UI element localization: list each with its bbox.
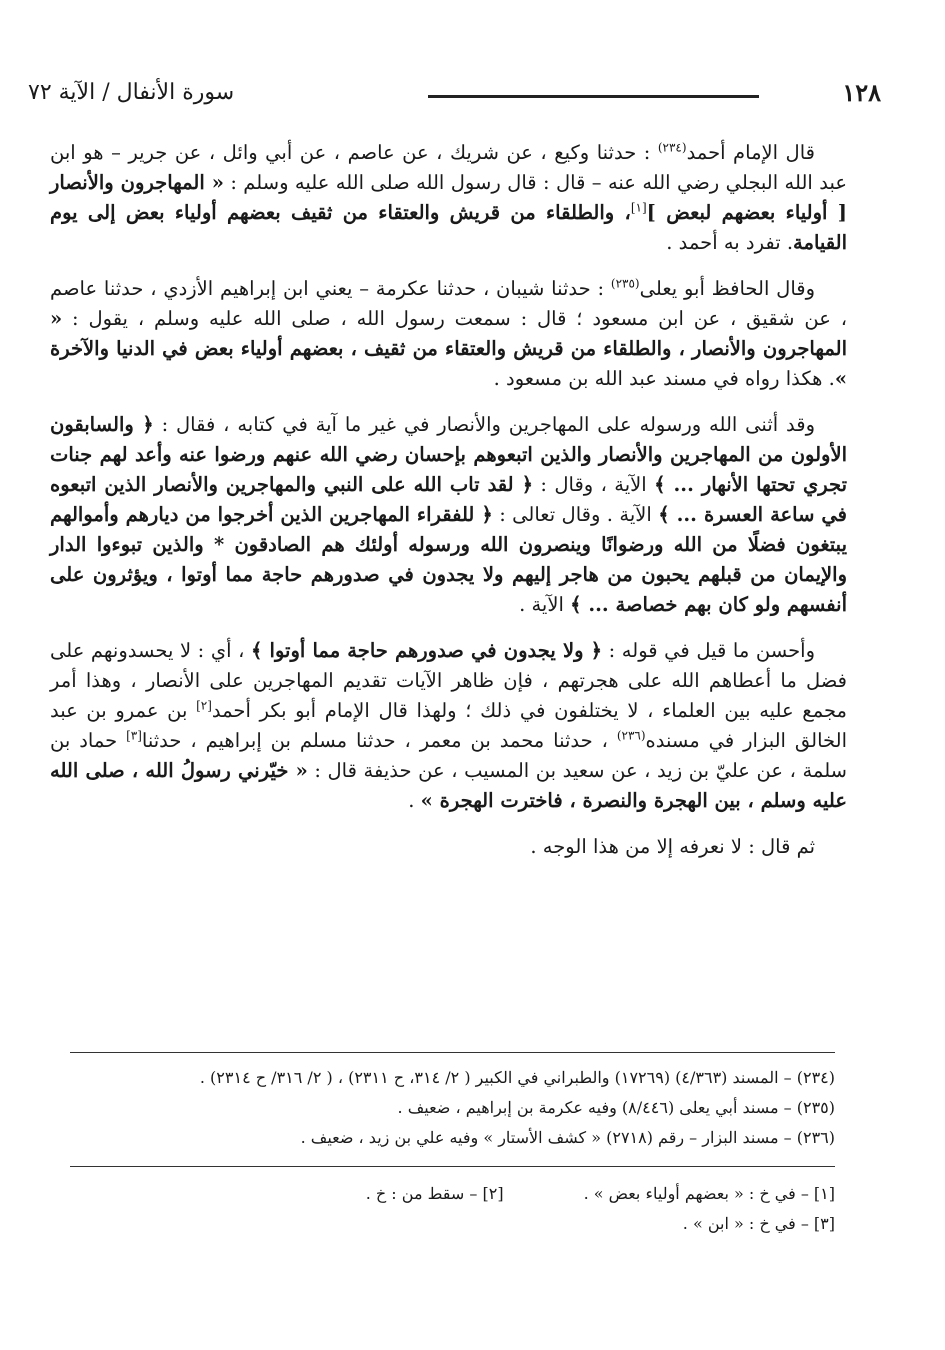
text-segment: الآية ، وقال : bbox=[533, 473, 655, 496]
header-rule bbox=[428, 95, 759, 98]
variant-note: [٢] – سقط من : خ . bbox=[365, 1184, 504, 1203]
variant-row bbox=[70, 1179, 835, 1209]
quoted-text: ﴿ والسابقون الأولون من المهاجرين والأنصار والذين اتبعوهم بإحسان رضي الله عنهم ورضوا عنه وأعد لهم جنات تجري تحتها الأنهار ... ﴾ bbox=[50, 413, 847, 496]
text-segment: الآية . bbox=[519, 593, 571, 616]
page-header bbox=[28, 78, 881, 118]
paragraph bbox=[50, 832, 847, 862]
footnote: (٢٣٥) – مسند أبي يعلى (٨/٤٤٦) وفيه عكرمة بن إبراهيم ، ضعيف . bbox=[397, 1098, 835, 1117]
footnote-ref: (٢٣٦) bbox=[616, 728, 646, 743]
text-segment: بن عمرو بن عبد الخالق البزار في مسنده bbox=[50, 699, 847, 752]
footnote-ref: [٣] bbox=[126, 728, 142, 743]
paragraph bbox=[50, 274, 847, 394]
text-segment: . bbox=[408, 789, 421, 812]
running-title: سورة الأنفال / الآية ٧٢ bbox=[28, 80, 235, 105]
paragraph bbox=[50, 636, 847, 816]
variant-row bbox=[70, 1209, 835, 1239]
quoted-text: ﴿ لقد تاب الله على النبي والمهاجرين والأنصار الذين اتبعوه في ساعة العسرة ... ﴾ bbox=[50, 473, 848, 526]
text-segment: وقد أثنى الله ورسوله على المهاجرين والأنصار في غير ما آية في كتابه ، فقال : bbox=[153, 413, 816, 436]
text-segment: . تفرد به أحمد . bbox=[666, 231, 794, 254]
quoted-text: « المهاجرون والأنصار [ أولياء بعضهم لبعض ] bbox=[50, 171, 847, 224]
text-segment: ثم قال : لا نعرفه إلا من هذا الوجه . bbox=[530, 835, 815, 858]
text-segment: حماد بن سلمة ، عن عليّ بن زيد ، عن سعيد بن المسيب ، عن حذيفة قال : bbox=[50, 729, 847, 782]
quoted-text: ، والطلقاء من قريش والعتقاء من ثقيف بعضهم أولياء بعض إلى يوم القيامة bbox=[50, 201, 847, 254]
footnote-ref: [١] bbox=[630, 200, 647, 215]
text-segment: قال الإمام أحمد bbox=[686, 141, 815, 164]
page-number: ١٢٨ bbox=[842, 78, 881, 107]
footnote: (٢٣٦) – مسند البزار – رقم (٢٧١٨) « كشف الأستار » وفيه علي بن زيد ، ضعيف . bbox=[300, 1128, 835, 1147]
footnote: (٢٣٤) – المسند (٤/٣٦٣) (١٧٢٦٩) والطبراني في الكبير ( ٢/ ٣١٤، ح ٢٣١١) ، ( ٢/ ٣١٦/ ح ٢٣١٤) . bbox=[199, 1068, 835, 1087]
quoted-text: « المهاجرون والأنصار ، والطلقاء من قريش والعتقاء من ثقيف ، بعضهم أولياء بعض في الدنيا والآخرة » bbox=[50, 307, 847, 390]
footnote-ref: [٢] bbox=[196, 698, 212, 713]
text-segment: الآية . وقال تعالى : bbox=[492, 503, 659, 526]
quoted-text: « خيّرني رسولُ الله ، صلى الله عليه وسلم ، بين الهجرة والنصرة ، فاخترت الهجرة » bbox=[50, 759, 847, 812]
footnotes bbox=[70, 1052, 835, 1153]
main-text bbox=[50, 138, 847, 878]
manuscript-variants bbox=[70, 1166, 835, 1239]
quoted-text: ﴿ للفقراء المهاجرين الذين أخرجوا من ديارهم وأموالهم يبتغون فضلًا من الله ورضوانًا وينصرون الله ورسوله أولئك هم الصادقون * والذين تبوءوا الدار والإيمان من قبلهم يحبون من هاجر إليهم ولا يجدون في صدورهم حاجة مما أوتوا ، ويؤثرون على أنفسهم ولو كان بهم خصاصة ... ﴾ bbox=[50, 503, 847, 616]
footnote-ref: (٢٣٤) bbox=[657, 140, 687, 155]
variant-note: [١] – في خ : « بعضهم أولياء بعض » . bbox=[583, 1184, 835, 1203]
text-segment: : حدثنا وكيع ، عن شريك ، عن عاصم ، عن أبي وائل ، عن جرير – هو ابن عبد الله البجلي رضي الله عنه – قال : قال رسول الله صلى الله عليه وسلم : bbox=[50, 141, 847, 194]
footnote-ref: (٢٣٥) bbox=[610, 276, 640, 291]
paragraph bbox=[50, 138, 847, 258]
text-segment: وقال الحافظ أبو يعلى bbox=[639, 277, 816, 300]
variant-note: [٣] – في خ : « ابن » . bbox=[682, 1214, 835, 1233]
text-segment: . هكذا رواه في مسند عبد الله بن مسعود . bbox=[493, 367, 835, 390]
quoted-text: ﴿ ولا يجدون في صدورهم حاجة مما أوتوا ﴾ bbox=[250, 639, 603, 662]
paragraph bbox=[50, 410, 847, 620]
text-segment: : حدثنا شيبان ، حدثنا عكرمة – يعني ابن إبراهيم الأزدي ، حدثنا عاصم ، عن شقيق ، عن ابن مسعود ؛ قال : سمعت رسول الله ، صلى الله عليه وسلم ، يقول : bbox=[50, 277, 847, 330]
text-segment: وأحسن ما قيل في قوله : bbox=[602, 639, 815, 662]
text-segment: ، أي : لا يحسدونهم على فضل ما أعطاهم الله على هجرتهم ، فإن ظاهر الآيات تقديم المهاجرين على الأنصار ، وهذا أمر مجمع عليه بين العلماء ، لا يختلفون في ذلك ؛ ولهذا قال الإمام أبو بكر أحمد bbox=[50, 639, 847, 722]
text-segment: ، حدثنا محمد بن معمر ، حدثنا مسلم بن إبراهيم ، حدثنا bbox=[141, 729, 617, 752]
